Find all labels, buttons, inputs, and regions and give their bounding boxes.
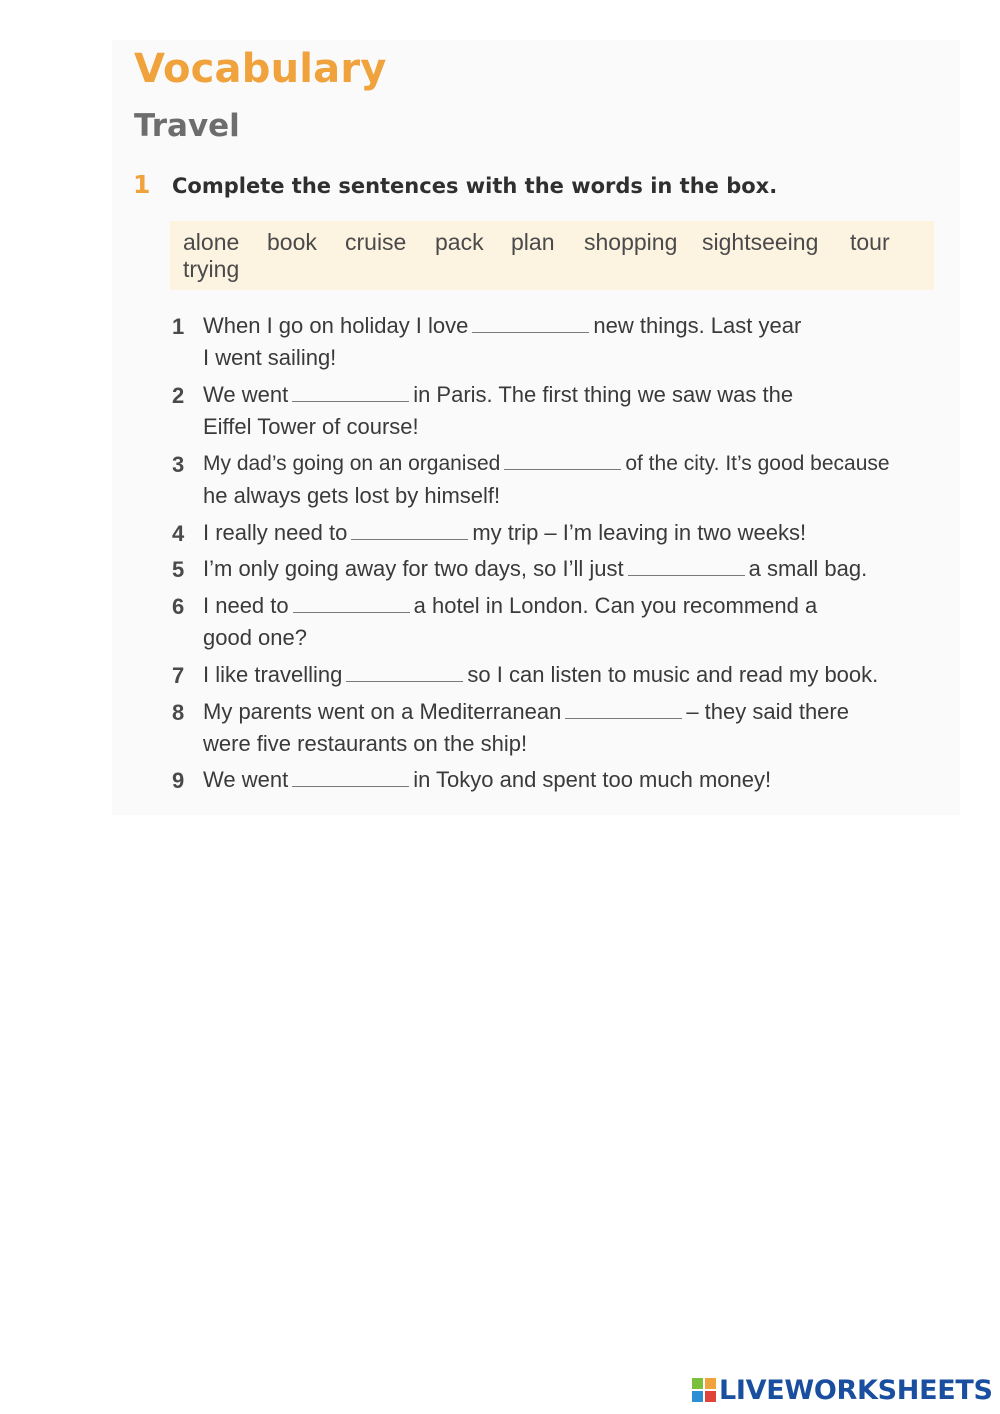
question-text: my trip – I’m leaving in two weeks! bbox=[472, 520, 807, 545]
word-box-item: trying bbox=[183, 256, 240, 282]
question-text: We went bbox=[203, 767, 289, 792]
answer-blank[interactable] bbox=[565, 700, 682, 719]
word-box-item: sightseeing bbox=[702, 229, 819, 255]
word-box-item: alone bbox=[183, 229, 240, 255]
brand-name: LIVEWORKSHEETS bbox=[719, 1374, 993, 1406]
answer-blank[interactable] bbox=[292, 383, 409, 402]
answer-blank[interactable] bbox=[351, 521, 468, 540]
question-number: 5 bbox=[172, 557, 185, 582]
question-text: We went bbox=[203, 382, 289, 407]
question-line bbox=[203, 414, 419, 440]
question-text: I like travelling bbox=[203, 662, 343, 687]
question-line bbox=[203, 625, 307, 651]
question-text: a hotel in London. Can you recommend a bbox=[413, 593, 818, 618]
question-text: I need to bbox=[203, 593, 289, 618]
question-text: new things. Last year bbox=[593, 313, 802, 338]
question-text: in Tokyo and spent too much money! bbox=[413, 767, 772, 792]
exercise-number: 1 bbox=[133, 170, 151, 199]
question-text: My dad’s going on an organised bbox=[203, 452, 501, 475]
answer-blank[interactable] bbox=[293, 594, 410, 613]
page-title: Vocabulary bbox=[134, 46, 387, 92]
question-text: When I go on holiday I love bbox=[203, 313, 469, 338]
question-text: so I can listen to music and read my book. bbox=[467, 662, 879, 687]
question-text: were five restaurants on the ship! bbox=[203, 731, 528, 756]
word-box-item: plan bbox=[511, 229, 555, 255]
question-number: 2 bbox=[172, 383, 185, 408]
question-number: 8 bbox=[172, 700, 185, 725]
answer-blank[interactable] bbox=[504, 451, 621, 470]
question-text: I really need to bbox=[203, 520, 348, 545]
liveworksheets-logo-icon bbox=[692, 1378, 716, 1402]
word-box-item: shopping bbox=[584, 229, 678, 255]
question-line bbox=[203, 556, 867, 582]
instruction-text: Complete the sentences with the words in the box. bbox=[172, 174, 778, 198]
question-line bbox=[203, 662, 878, 688]
answer-blank[interactable] bbox=[472, 314, 589, 333]
question-line bbox=[203, 345, 336, 371]
question-line bbox=[203, 593, 817, 619]
question-line bbox=[203, 451, 890, 476]
liveworksheets-logo[interactable] bbox=[692, 1372, 993, 1408]
question-line bbox=[203, 699, 849, 725]
question-line bbox=[203, 382, 793, 408]
question-line bbox=[203, 731, 527, 757]
question-text: in Paris. The first thing we saw was the bbox=[413, 382, 794, 407]
question-line bbox=[203, 520, 806, 546]
question-text: of the city. It’s good because bbox=[625, 452, 890, 475]
question-number: 1 bbox=[172, 314, 185, 339]
question-text: a small bag. bbox=[748, 556, 868, 581]
question-text: I’m only going away for two days, so I’ll just bbox=[203, 556, 624, 581]
question-number: 9 bbox=[172, 768, 185, 793]
word-box-item: tour bbox=[850, 229, 890, 255]
word-box-item: book bbox=[267, 229, 317, 255]
question-number: 4 bbox=[172, 521, 185, 546]
question-line bbox=[203, 313, 801, 339]
page-subtitle: Travel bbox=[134, 108, 240, 144]
question-text: good one? bbox=[203, 625, 307, 650]
word-box bbox=[170, 221, 934, 290]
word-box-item: cruise bbox=[345, 229, 407, 255]
question-text: he always gets lost by himself! bbox=[203, 483, 501, 508]
question-number: 3 bbox=[172, 452, 185, 477]
question-line bbox=[203, 483, 500, 509]
question-text: My parents went on a Mediterranean bbox=[203, 699, 562, 724]
answer-blank[interactable] bbox=[628, 557, 745, 576]
question-number: 7 bbox=[172, 663, 185, 688]
question-number: 6 bbox=[172, 594, 185, 619]
word-box-item: pack bbox=[435, 229, 484, 255]
question-text: – they said there bbox=[686, 699, 849, 724]
question-line bbox=[203, 767, 771, 793]
question-text: Eiffel Tower of course! bbox=[203, 414, 419, 439]
question-text: I went sailing! bbox=[203, 345, 337, 370]
answer-blank[interactable] bbox=[346, 663, 463, 682]
answer-blank[interactable] bbox=[292, 768, 409, 787]
